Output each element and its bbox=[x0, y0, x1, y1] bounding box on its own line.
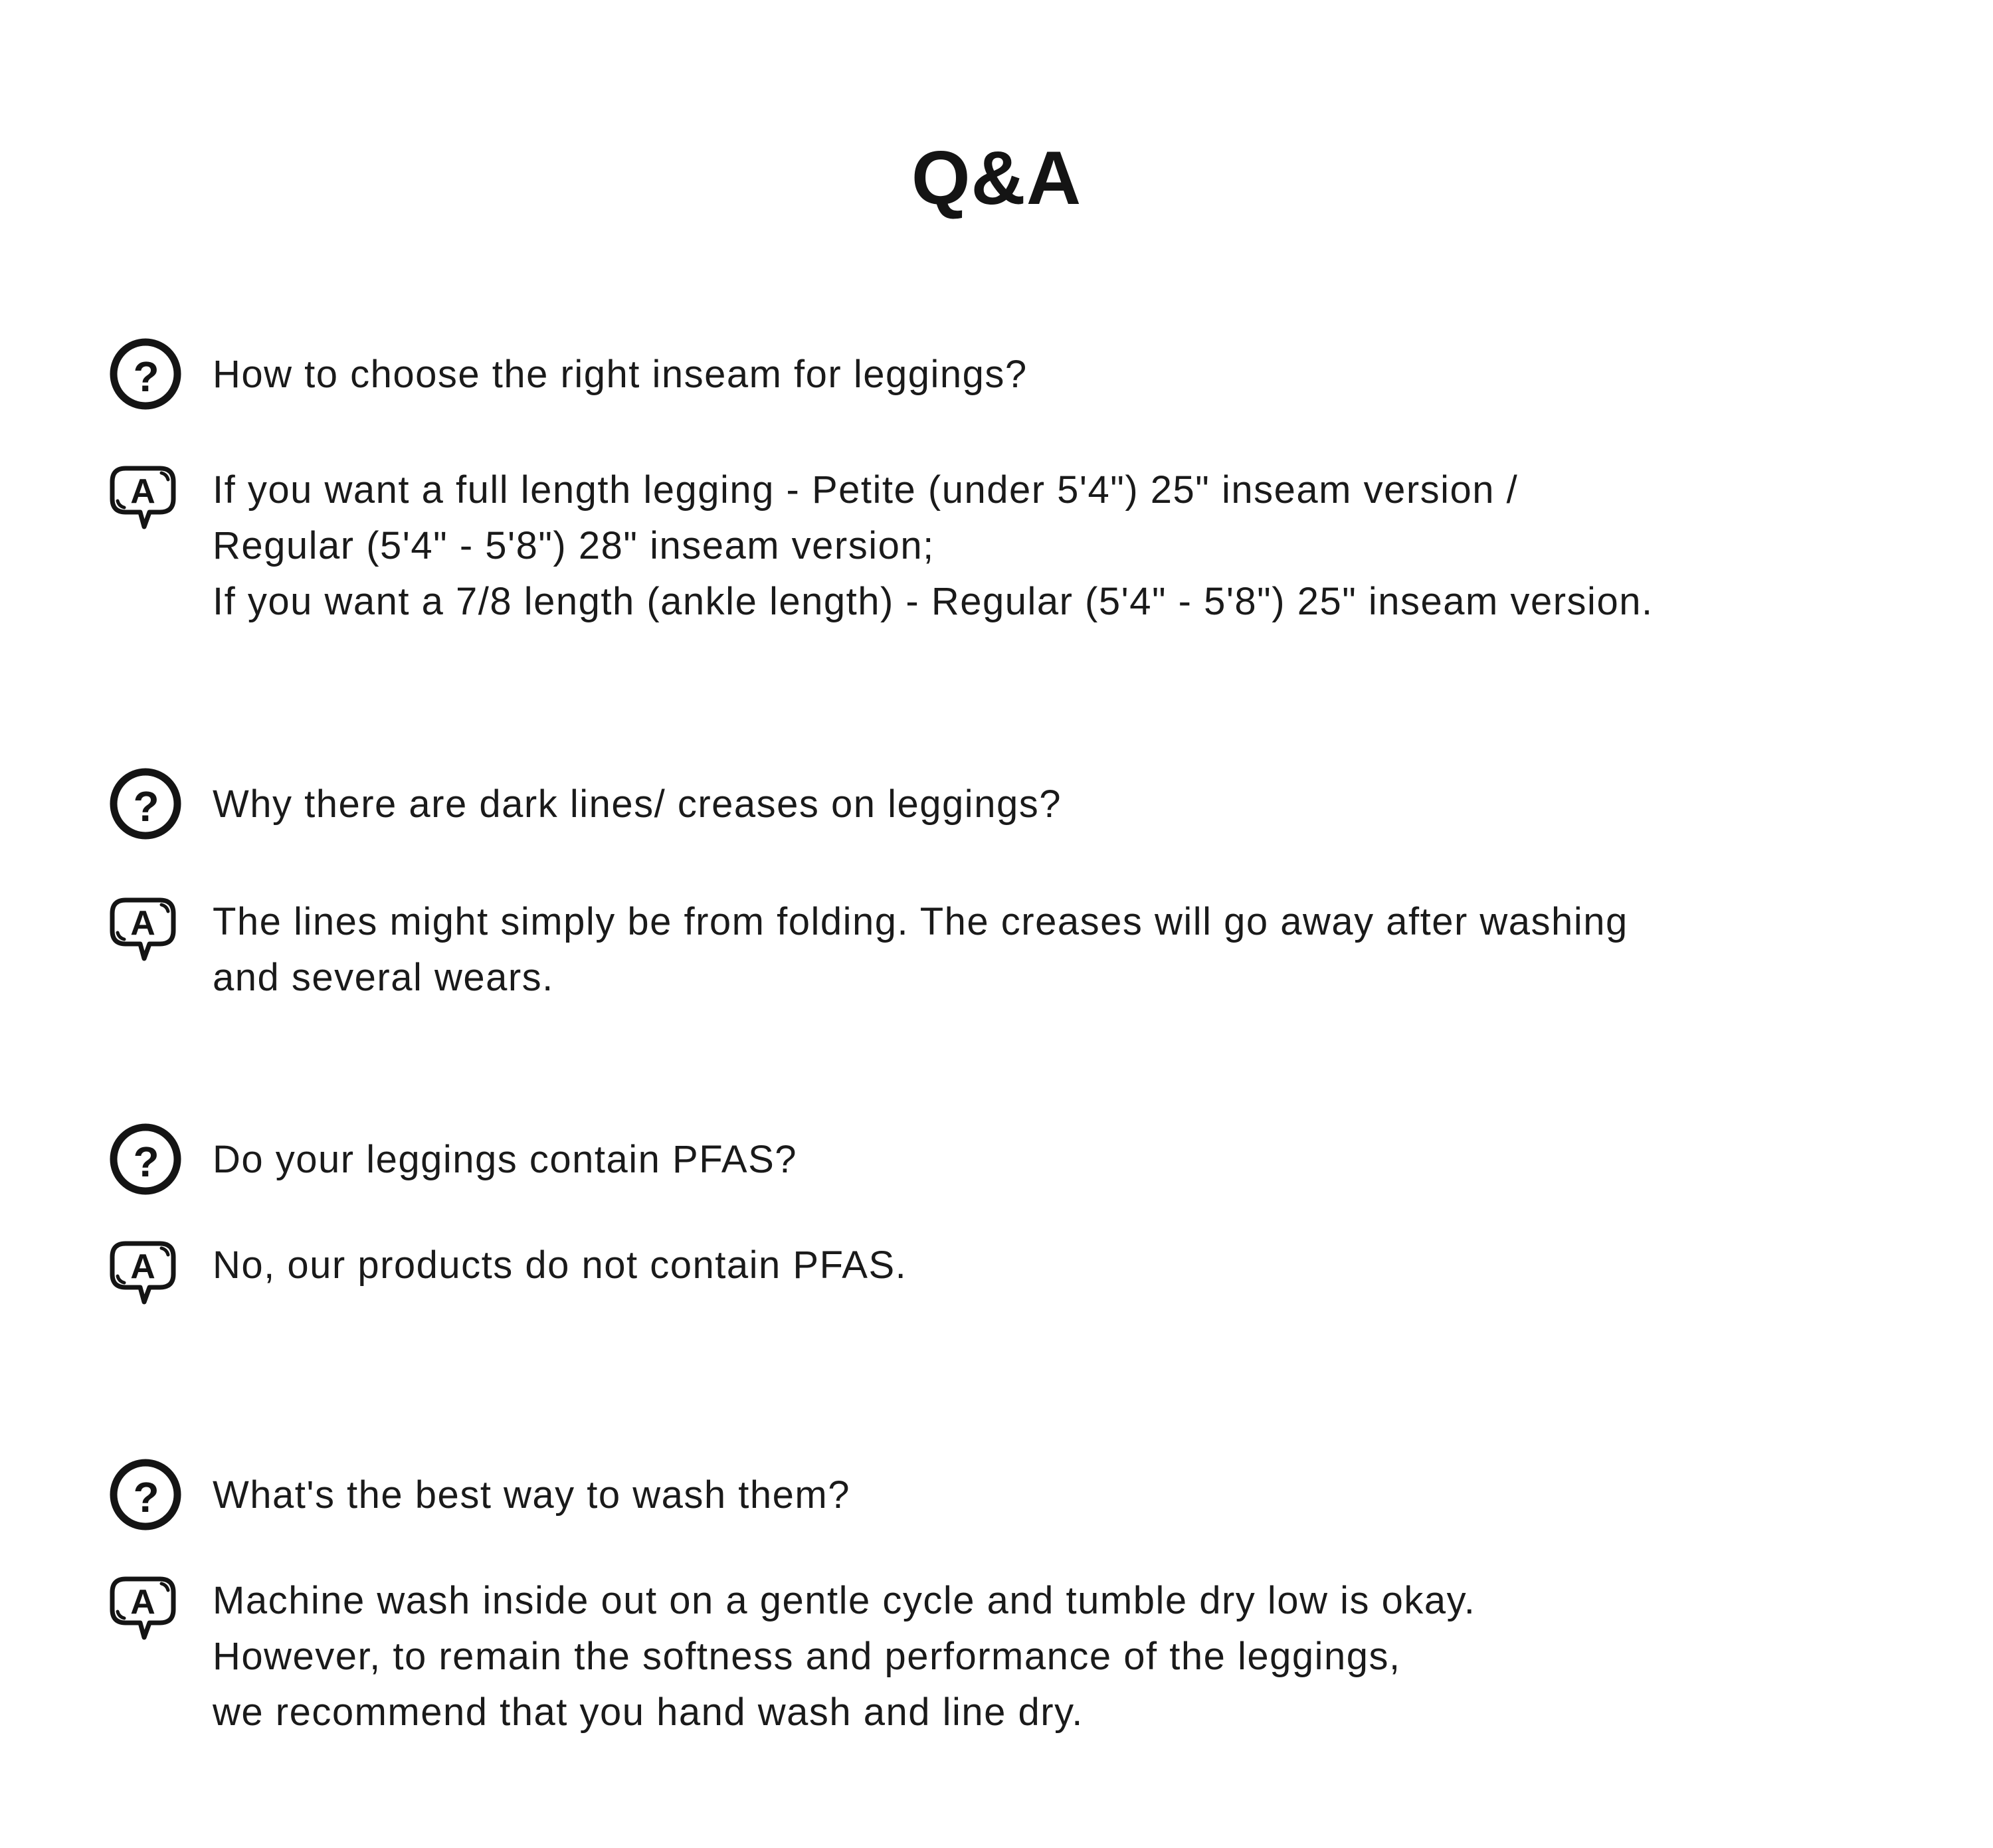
answer-line: and several wears. bbox=[213, 956, 554, 999]
answer-row bbox=[108, 894, 1628, 1006]
question-text: What's the best way to wash them? bbox=[213, 1473, 850, 1517]
answer-line: No, our products do not contain PFAS. bbox=[213, 1244, 907, 1287]
answer-line: If you want a full length legging - Petite (under 5'4") 25" inseam version / bbox=[213, 468, 1519, 511]
answer-line: Regular (5'4" - 5'8") 28" inseam version; bbox=[213, 524, 935, 567]
question-glyph: ? bbox=[133, 1138, 159, 1186]
question-glyph: ? bbox=[133, 783, 159, 830]
question-mark-circle-icon bbox=[108, 767, 183, 841]
answer-speech-bubble-icon bbox=[108, 1575, 177, 1647]
answer-line: If you want a 7/8 length (ankle length) - Regular (5'4" - 5'8") 25" inseam version. bbox=[213, 580, 1654, 623]
question-row bbox=[108, 767, 1062, 841]
answer-text bbox=[213, 894, 1628, 1006]
answer-row bbox=[108, 1238, 907, 1311]
answer-speech-bubble-icon bbox=[108, 464, 177, 536]
answer-line: The lines might simply be from folding. The creases will go away after washing bbox=[213, 900, 1628, 943]
question-row bbox=[108, 1457, 850, 1532]
answer-text bbox=[213, 1238, 907, 1293]
answer-glyph: A bbox=[130, 1247, 155, 1286]
question-text: How to choose the right inseam for leggings? bbox=[213, 352, 1028, 396]
answer-speech-bubble-icon bbox=[108, 896, 177, 968]
answer-glyph: A bbox=[130, 904, 155, 943]
question-row bbox=[108, 337, 1028, 411]
answer-row bbox=[108, 462, 1654, 630]
question-row bbox=[108, 1122, 797, 1196]
answer-line: However, to remain the softness and performance of the leggings, bbox=[213, 1635, 1401, 1678]
answer-row bbox=[108, 1573, 1475, 1740]
answer-text bbox=[213, 462, 1654, 630]
answer-glyph: A bbox=[130, 472, 155, 511]
answer-text bbox=[213, 1573, 1475, 1740]
question-mark-circle-icon bbox=[108, 337, 183, 411]
answer-line: Machine wash inside out on a gentle cycle and tumble dry low is okay. bbox=[213, 1579, 1476, 1622]
answer-speech-bubble-icon bbox=[108, 1240, 177, 1311]
question-text: Why there are dark lines/ creases on leggings? bbox=[213, 782, 1062, 826]
question-text: Do your leggings contain PFAS? bbox=[213, 1137, 798, 1181]
answer-line: we recommend that you hand wash and line dry. bbox=[213, 1691, 1084, 1734]
answer-glyph: A bbox=[130, 1583, 155, 1621]
page-title: Q&A bbox=[911, 136, 1082, 221]
question-mark-circle-icon bbox=[108, 1457, 183, 1532]
question-mark-circle-icon bbox=[108, 1122, 183, 1196]
question-glyph: ? bbox=[133, 1473, 159, 1521]
question-glyph: ? bbox=[133, 353, 159, 401]
